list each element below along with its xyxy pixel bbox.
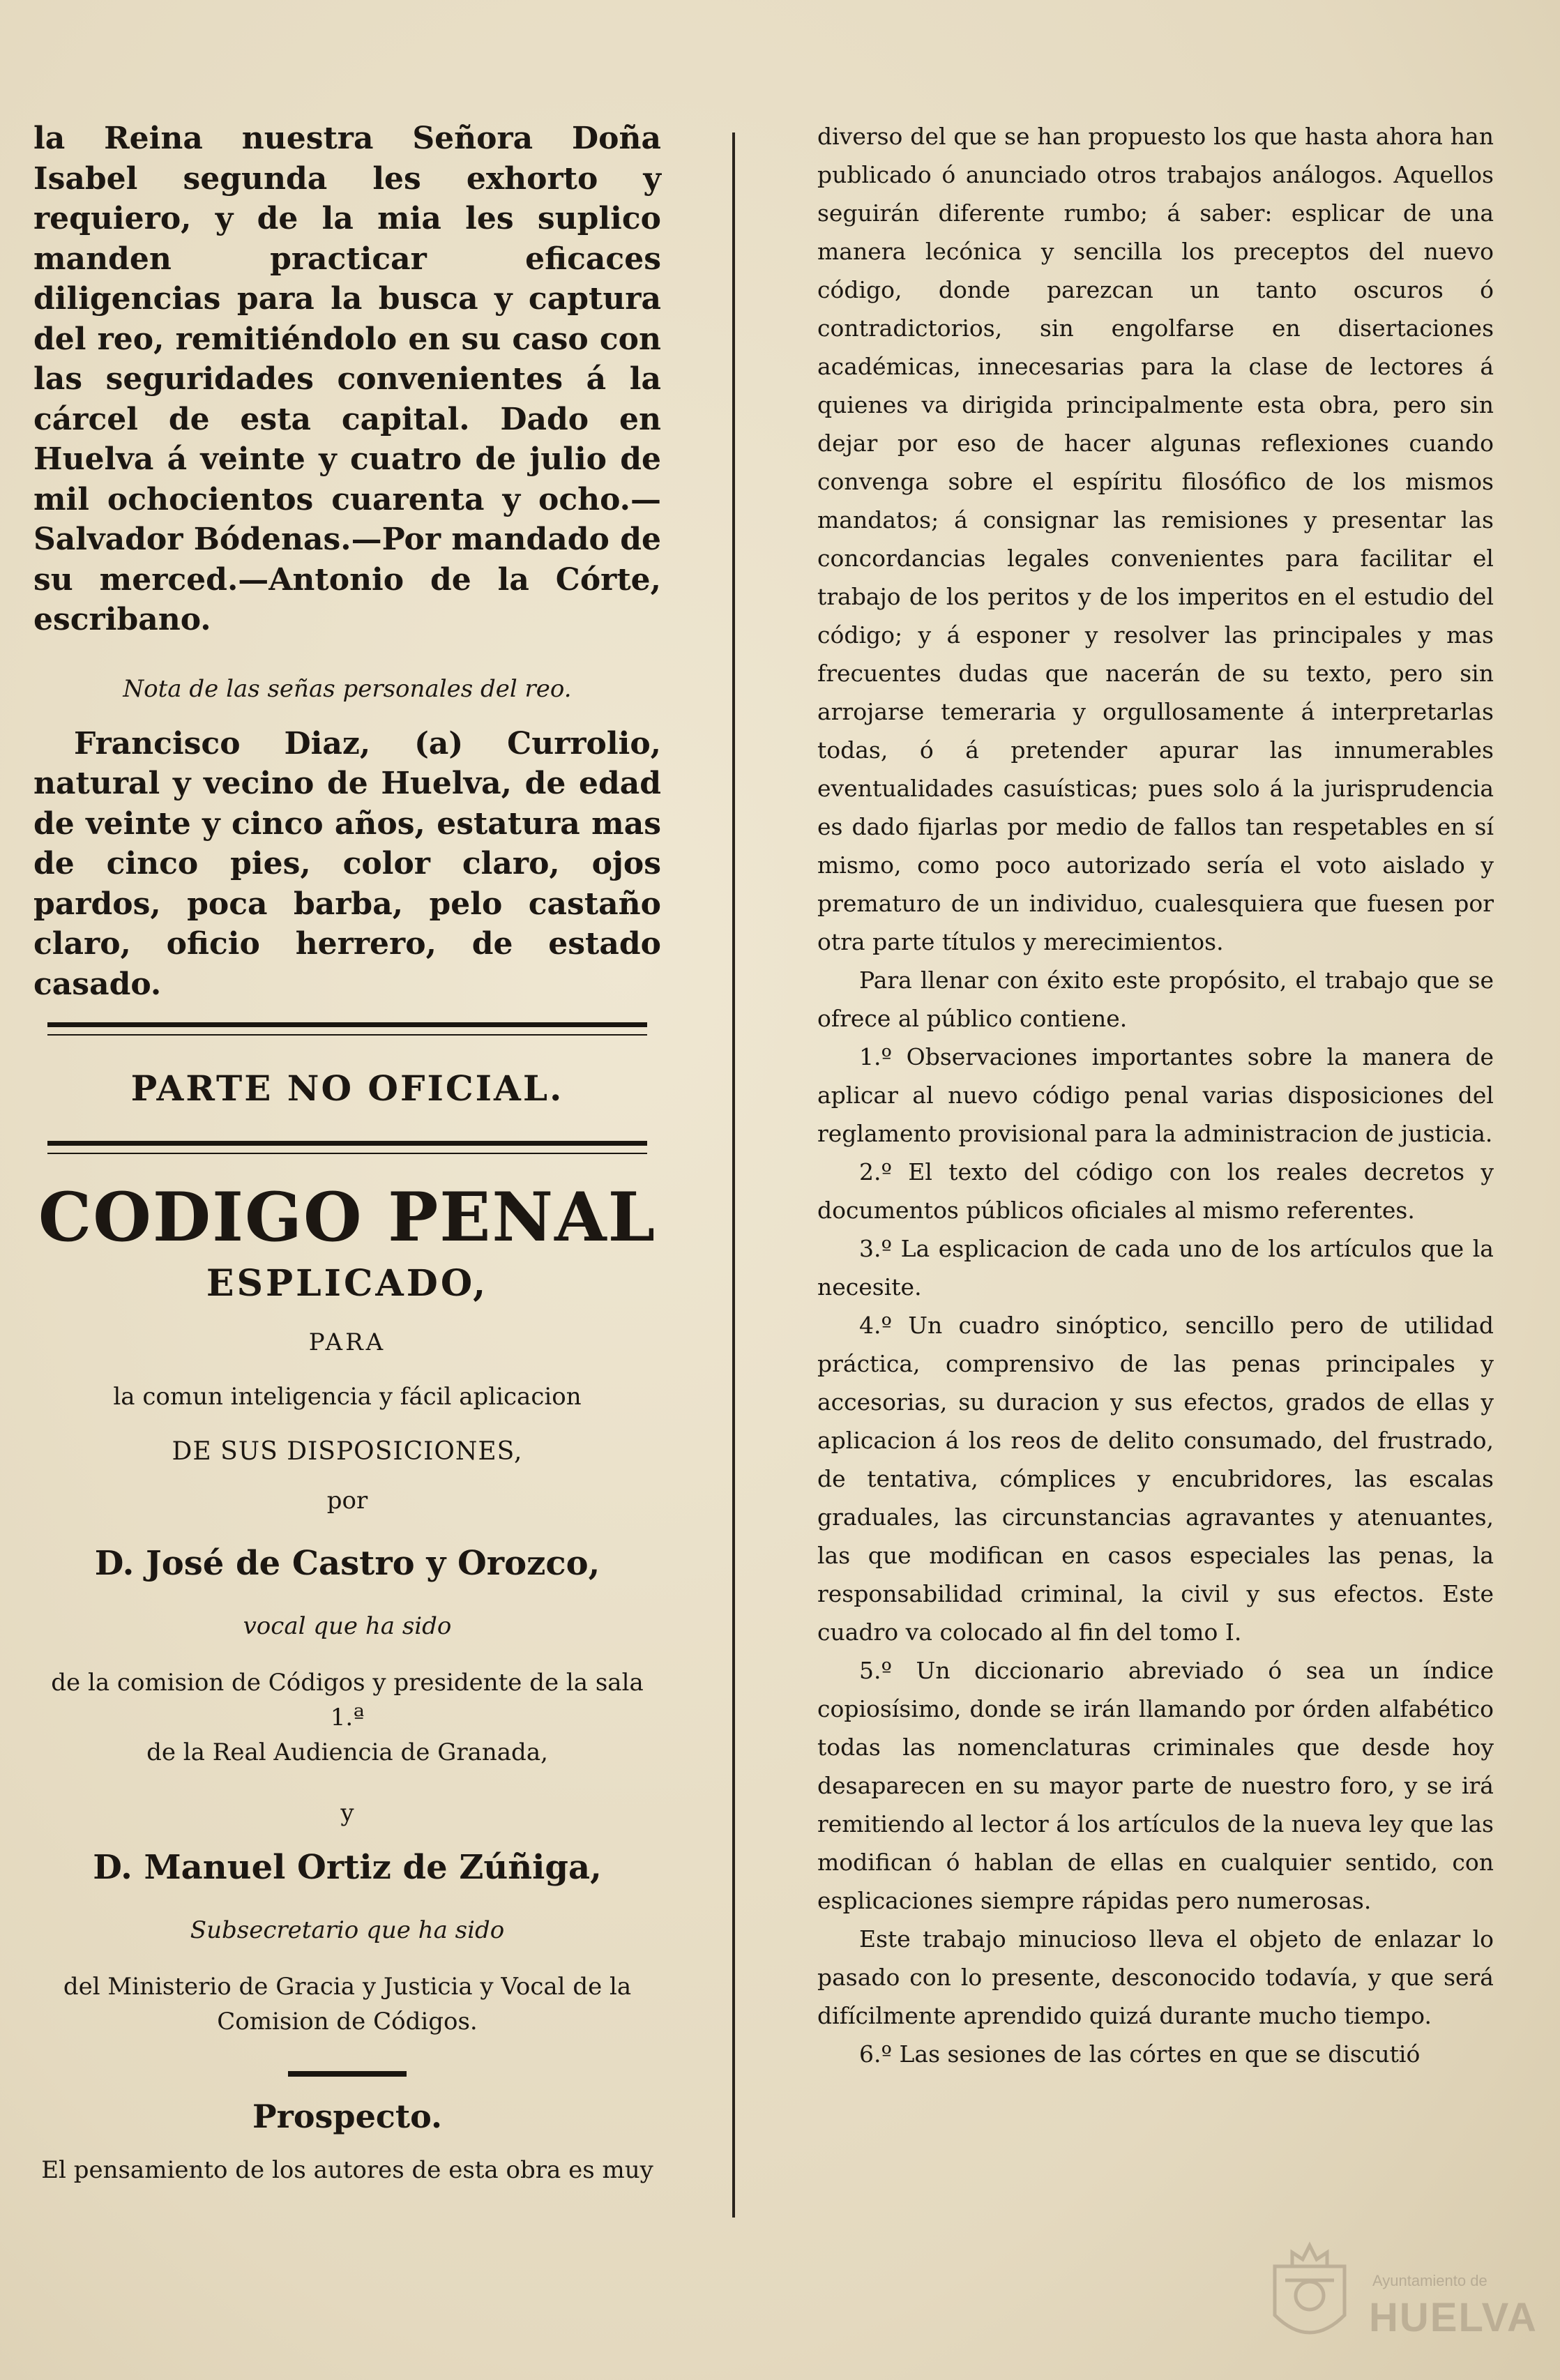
list-item-4: 4.º Un cuadro sinóptico, sencillo pero de utilidad práctica, comprensivo de las penas principales y accesorias, su duracion y sus efectos, grados de ellas y aplicacion á los reos de delito consumado, del frustrado, de tentativa, cómplices y encubridores, las escalas graduales, las circunstancias agravantes y atenuantes, las que modifican en casos especiales las penas, la responsabilidad criminal, la civil y sus efectos. Este cuadro va colocado al fin del tomo I.: [817, 1312, 1494, 1646]
short-rule: [288, 2071, 407, 2077]
author-ortiz-line2: Comision de Códigos.: [217, 2008, 478, 2036]
list-item-1: 1.º Observaciones importantes sobre la manera de aplicar al nuevo código penal varias disposiciones del reglamento provisional para la administracion de justicia.: [817, 1043, 1494, 1147]
column-divider: [732, 132, 735, 2218]
author-castro: D. José de Castro y Orozco,: [94, 1544, 600, 1583]
right-paragraph-1: diverso del que se han propuesto los que hasta ahora han publicado ó anunciado otros trabajos análogos. Aquellos seguirán diferente rumbo; á saber: esplicar de una manera lecónica y sencilla los preceptos del nuevo código, donde parezcan un tanto oscuros ó contradictorios, sin engolfarse en disertaciones académicas, innecesarias para la clase de lectores á quienes va dirigida principalmente esta obra, pero sin dejar por eso de hacer algunas reflexiones cuando convenga sobre el espíritu filosófico de los mismos mandatos; á consignar las remisiones y presentar las concordancias legales convenientes para facilitar el trabajo de los peritos y de los imperitos en el estudio del código; y á esponer y resolver las principales y mas frecuentes dudas que nacerán de su texto, pero sin arrojarse temeraria y orgullosamente á interpretarlas todas, ó á pretender apurar las innumerables eventualidades casuísticas; pues solo á la jurisprudencia es dado fijarlas por medio de fallos tan respetables en sí mismo, como poco autorizado sería el voto aislado y prematuro de un individuo, cualesquiera que fuesen por otra parte títulos y merecimientos.: [817, 123, 1494, 955]
author-ortiz: D. Manuel Ortiz de Zúñiga,: [93, 1848, 602, 1887]
right-paragraph-3: Este trabajo minucioso lleva el objeto de enlazar lo pasado con lo presente, desconocido todavía, y que será difícilmente aprendido quizá durante mucho tiempo.: [817, 1925, 1494, 2029]
author-ortiz-details: [33, 1969, 661, 2039]
line-inteligencia: la comun inteligencia y fácil aplicacion: [113, 1383, 582, 1411]
watermark-top-text: Ayuntamiento de: [1372, 2272, 1487, 2289]
note-caption: Nota de las señas personales del reo.: [123, 674, 572, 703]
double-rule-top: [47, 1022, 647, 1036]
word-para: PARA: [308, 1328, 386, 1356]
author-ortiz-role: Subsecretario que ha sido: [190, 1916, 505, 1944]
prospecto-heading: Prospecto.: [252, 2098, 442, 2135]
list-item-3: 3.º La esplicacion de cada uno de los artículos que la necesite.: [817, 1235, 1494, 1301]
right-column: [817, 117, 1494, 2073]
list-item-6: 6.º Las sesiones de las córtes en que se discutió: [859, 2040, 1421, 2068]
word-y: y: [340, 1799, 354, 1827]
word-por: por: [326, 1487, 368, 1515]
author-castro-role: vocal que ha sido: [243, 1612, 452, 1640]
huelva-watermark-logo: [1261, 2238, 1538, 2360]
left-column: [33, 119, 661, 2184]
decree-paragraph: la Reina nuestra Señora Doña Isabel segunda les exhorto y requiero, y de la mia les suplico manden practicar eficaces diligencias para la busca y captura del reo, remitiéndolo en su caso con las seguridades convenientes á la cárcel de esta capital. Dado en Huelva á veinte y cuatro de julio de mil ochocientos cuarenta y ocho.—Salvador Bódenas.—Por mandado de su merced.—Antonio de la Córte, escribano.: [33, 121, 661, 637]
author-ortiz-line1: del Ministerio de Gracia y Justicia y Vocal de la: [63, 1973, 632, 2001]
author-castro-line2: de la Real Audiencia de Granada,: [146, 1738, 548, 1766]
author-castro-details: [33, 1665, 661, 1770]
list-item-5: 5.º Un diccionario abreviado ó sea un índice copiosísimo, donde se irán llamando por órden alfabético todas las nomenclaturas criminales que desde hoy desaparecen en su mayor parte de nuestro foro, y se irá remitiendo al lector á los artículos de la nueva ley que las modifican ó hablan de ellas en cualquier sentido, con esplicaciones siempre rápidas pero numerosas.: [817, 1657, 1494, 1914]
watermark-main-text: HUELVA: [1369, 2295, 1538, 2340]
book-subtitle: ESPLICADO,: [206, 1262, 489, 1305]
section-heading: PARTE NO OFICIAL.: [130, 1068, 564, 1109]
list-item-2: 2.º El texto del código con los reales decretos y documentos públicos oficiales al mismo referentes.: [817, 1158, 1494, 1224]
line-disposiciones: DE SUS DISPOSICIONES,: [172, 1437, 523, 1466]
coat-of-arms-icon: [1261, 2238, 1358, 2357]
book-title: CODIGO PENAL: [38, 1178, 657, 1257]
right-paragraph-2: Para llenar con éxito este propósito, el trabajo que se ofrece al público contiene.: [817, 967, 1494, 1032]
author-castro-line1: de la comision de Códigos y presidente de la sala 1.ª: [51, 1669, 644, 1731]
note-paragraph: Francisco Diaz, (a) Currolio, natural y vecino de Huelva, de edad de veinte y cinco años, estatura mas de cinco pies, color claro, ojos pardos, poca barba, pelo castaño claro, oficio herrero, de estado casado.: [33, 725, 661, 1002]
prospecto-start: El pensamiento de los autores de esta obra es muy: [41, 2156, 653, 2184]
double-rule-bottom: [47, 1141, 647, 1154]
